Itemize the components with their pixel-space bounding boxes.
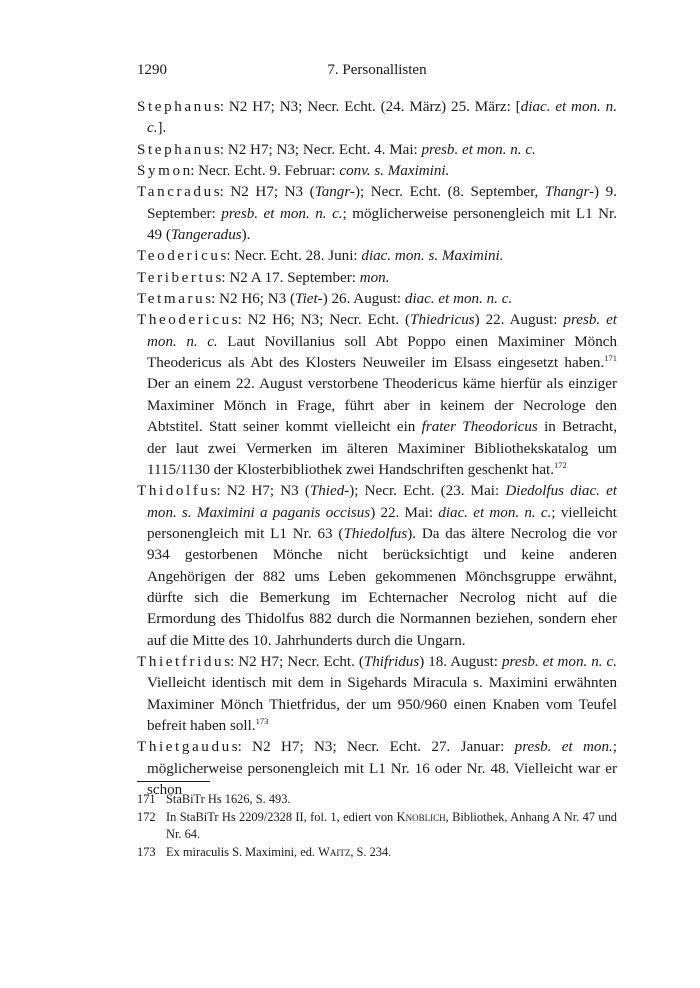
entry-name: Stephanus: [137, 141, 220, 158]
footnote: 173 Ex miraculis S. Maximini, ed. Waitz, S. 234.: [137, 844, 617, 862]
list-entry: Theodericus: N2 H6; N3; Necr. Echt. (Thiedricus) 22. August: presb. et mon. n. c. Laut Novillanius soll Abt Poppo einen Maximiner Mönch Theodericus als Abt des Klosters Neuweiler im Elsass eingesetzt haben.$^{171}$ Der an einem 22. August verstorbene Theodericus käme hierfür als einziger Maximiner Mönch in Frage, führt aber in keinem der Necrologe den Abtstitel. Statt seiner kommt vielleicht ein frater Theodoricus in Betracht, der laut zwei Vermerken im älteren Maximiner Bibliothekskatalog um 1115/1130 der Klosterbibliothek zwei Handschriften geschenkt hat.$^{172}$: [137, 312, 618, 478]
page-header: [137, 62, 617, 84]
page-number: 1290: [137, 62, 167, 78]
list-entry: Thidolfus: N2 H7; N3 (Thied-); Necr. Echt. (23. Mai: Diedolfus diac. et mon. s. Maximini a paganis occisus) 22. Mai: diac. et mon. n. c.; vielleicht personengleich mit L1 Nr. 63 (Thiedolfus). Da das ältere Necrolog die vor 934 gestorbenen Mönche nicht berücksichtigt und keine anderen Angehörigen der 882 ums Leben gekommenen Mönchsgruppe erwähnt, dürfte sich die Bemerkung im Echternacher Necrolog nicht auf die Ermordung des Thidolfus 882 durch die Normannen beziehen, sondern eher auf die Mitte des 10. Jahrhunderts durch die Ungarn.: [137, 483, 617, 649]
entry-name: Teodericus: [137, 248, 227, 265]
list-entry: Tancradus: N2 H7; N3 (Tangr-); Necr. Echt. (8. September, Thangr-) 9. September: presb. et mon. n. c.; möglicherweise personengleich mit L1 Nr. 49 (Tangeradus).: [137, 184, 618, 244]
running-title: 7. Personallisten: [327, 62, 427, 78]
list-entry: Symon: Necr. Echt. 9. Februar: conv. s. Maximini.: [137, 163, 450, 180]
footnotes: [137, 791, 617, 861]
entry-name: Tancradus: [137, 184, 220, 201]
entry-name: Stephanus: [137, 99, 220, 115]
footnote-ref: 173: [255, 715, 269, 726]
footnote-ref: 172: [554, 459, 567, 470]
entry-name: Thietfridus: [137, 653, 231, 670]
list-entry: Teribertus: N2 A 17. September: mon.: [137, 269, 390, 286]
footnote-number: 172: [137, 809, 156, 824]
list-entry: Thietgaudus: N2 H7; N3; Necr. Echt. 27. Januar: presb. et mon.; möglicherweise personengleich mit L1 Nr. 16 oder Nr. 48. Vielleicht war er schon: [137, 739, 617, 798]
entry-name: Theodericus: [137, 312, 238, 329]
list-entry: Stephanus: N2 H7; N3; Necr. Echt. 4. Mai: presb. et mon. n. c.: [137, 141, 536, 158]
entry-name: Teribertus: [137, 269, 222, 286]
list-body: [137, 97, 617, 801]
list-entry: Thietfridus: N2 H7; Necr. Echt. (Thifridus) 18. August: presb. et mon. n. c. Vielleicht identisch mit dem in Sigehards Miracula s. Maximini erwähnten Maximiner Mönch Thietfridus, der um 950/960 einen Knaben vom Teufel befreit haben soll.$^{173}$: [137, 653, 617, 734]
footnote: 172 In StaBiTr Hs 2209/2328 II, fol. 1, ediert von Knoblich, Bibliothek, Anhang A Nr. 47 und Nr. 64.: [137, 809, 617, 841]
footnote: [137, 791, 617, 809]
footnote-text: StaBiTr Hs 1626, S. 493.: [166, 792, 291, 806]
list-entry: Teodericus: Necr. Echt. 28. Juni: diac. mon. s. Maximini.: [137, 248, 504, 265]
entry-name: Thietgaudus: [137, 739, 238, 756]
footnote-divider: [137, 781, 210, 782]
list-entry: Tetmarus: N2 H6; N3 (Tiet-) 26. August: diac. et mon. n. c.: [137, 291, 513, 308]
footnote-number: 171: [137, 792, 156, 806]
list-entry: Stephanus: N2 H7; N3; Necr. Echt. (24. März) 25. März: [diac. et mon. n. c.].: [137, 99, 617, 137]
author-name: Waitz: [318, 844, 351, 859]
entry-name: Symon: [137, 163, 191, 180]
entry-name: Tetmarus: [137, 291, 212, 308]
author-name: Knoblich: [396, 809, 446, 824]
footnote-ref: 171: [604, 353, 617, 364]
entry-name: Thidolfus: [137, 483, 217, 500]
footnote-number: 173: [137, 844, 156, 859]
